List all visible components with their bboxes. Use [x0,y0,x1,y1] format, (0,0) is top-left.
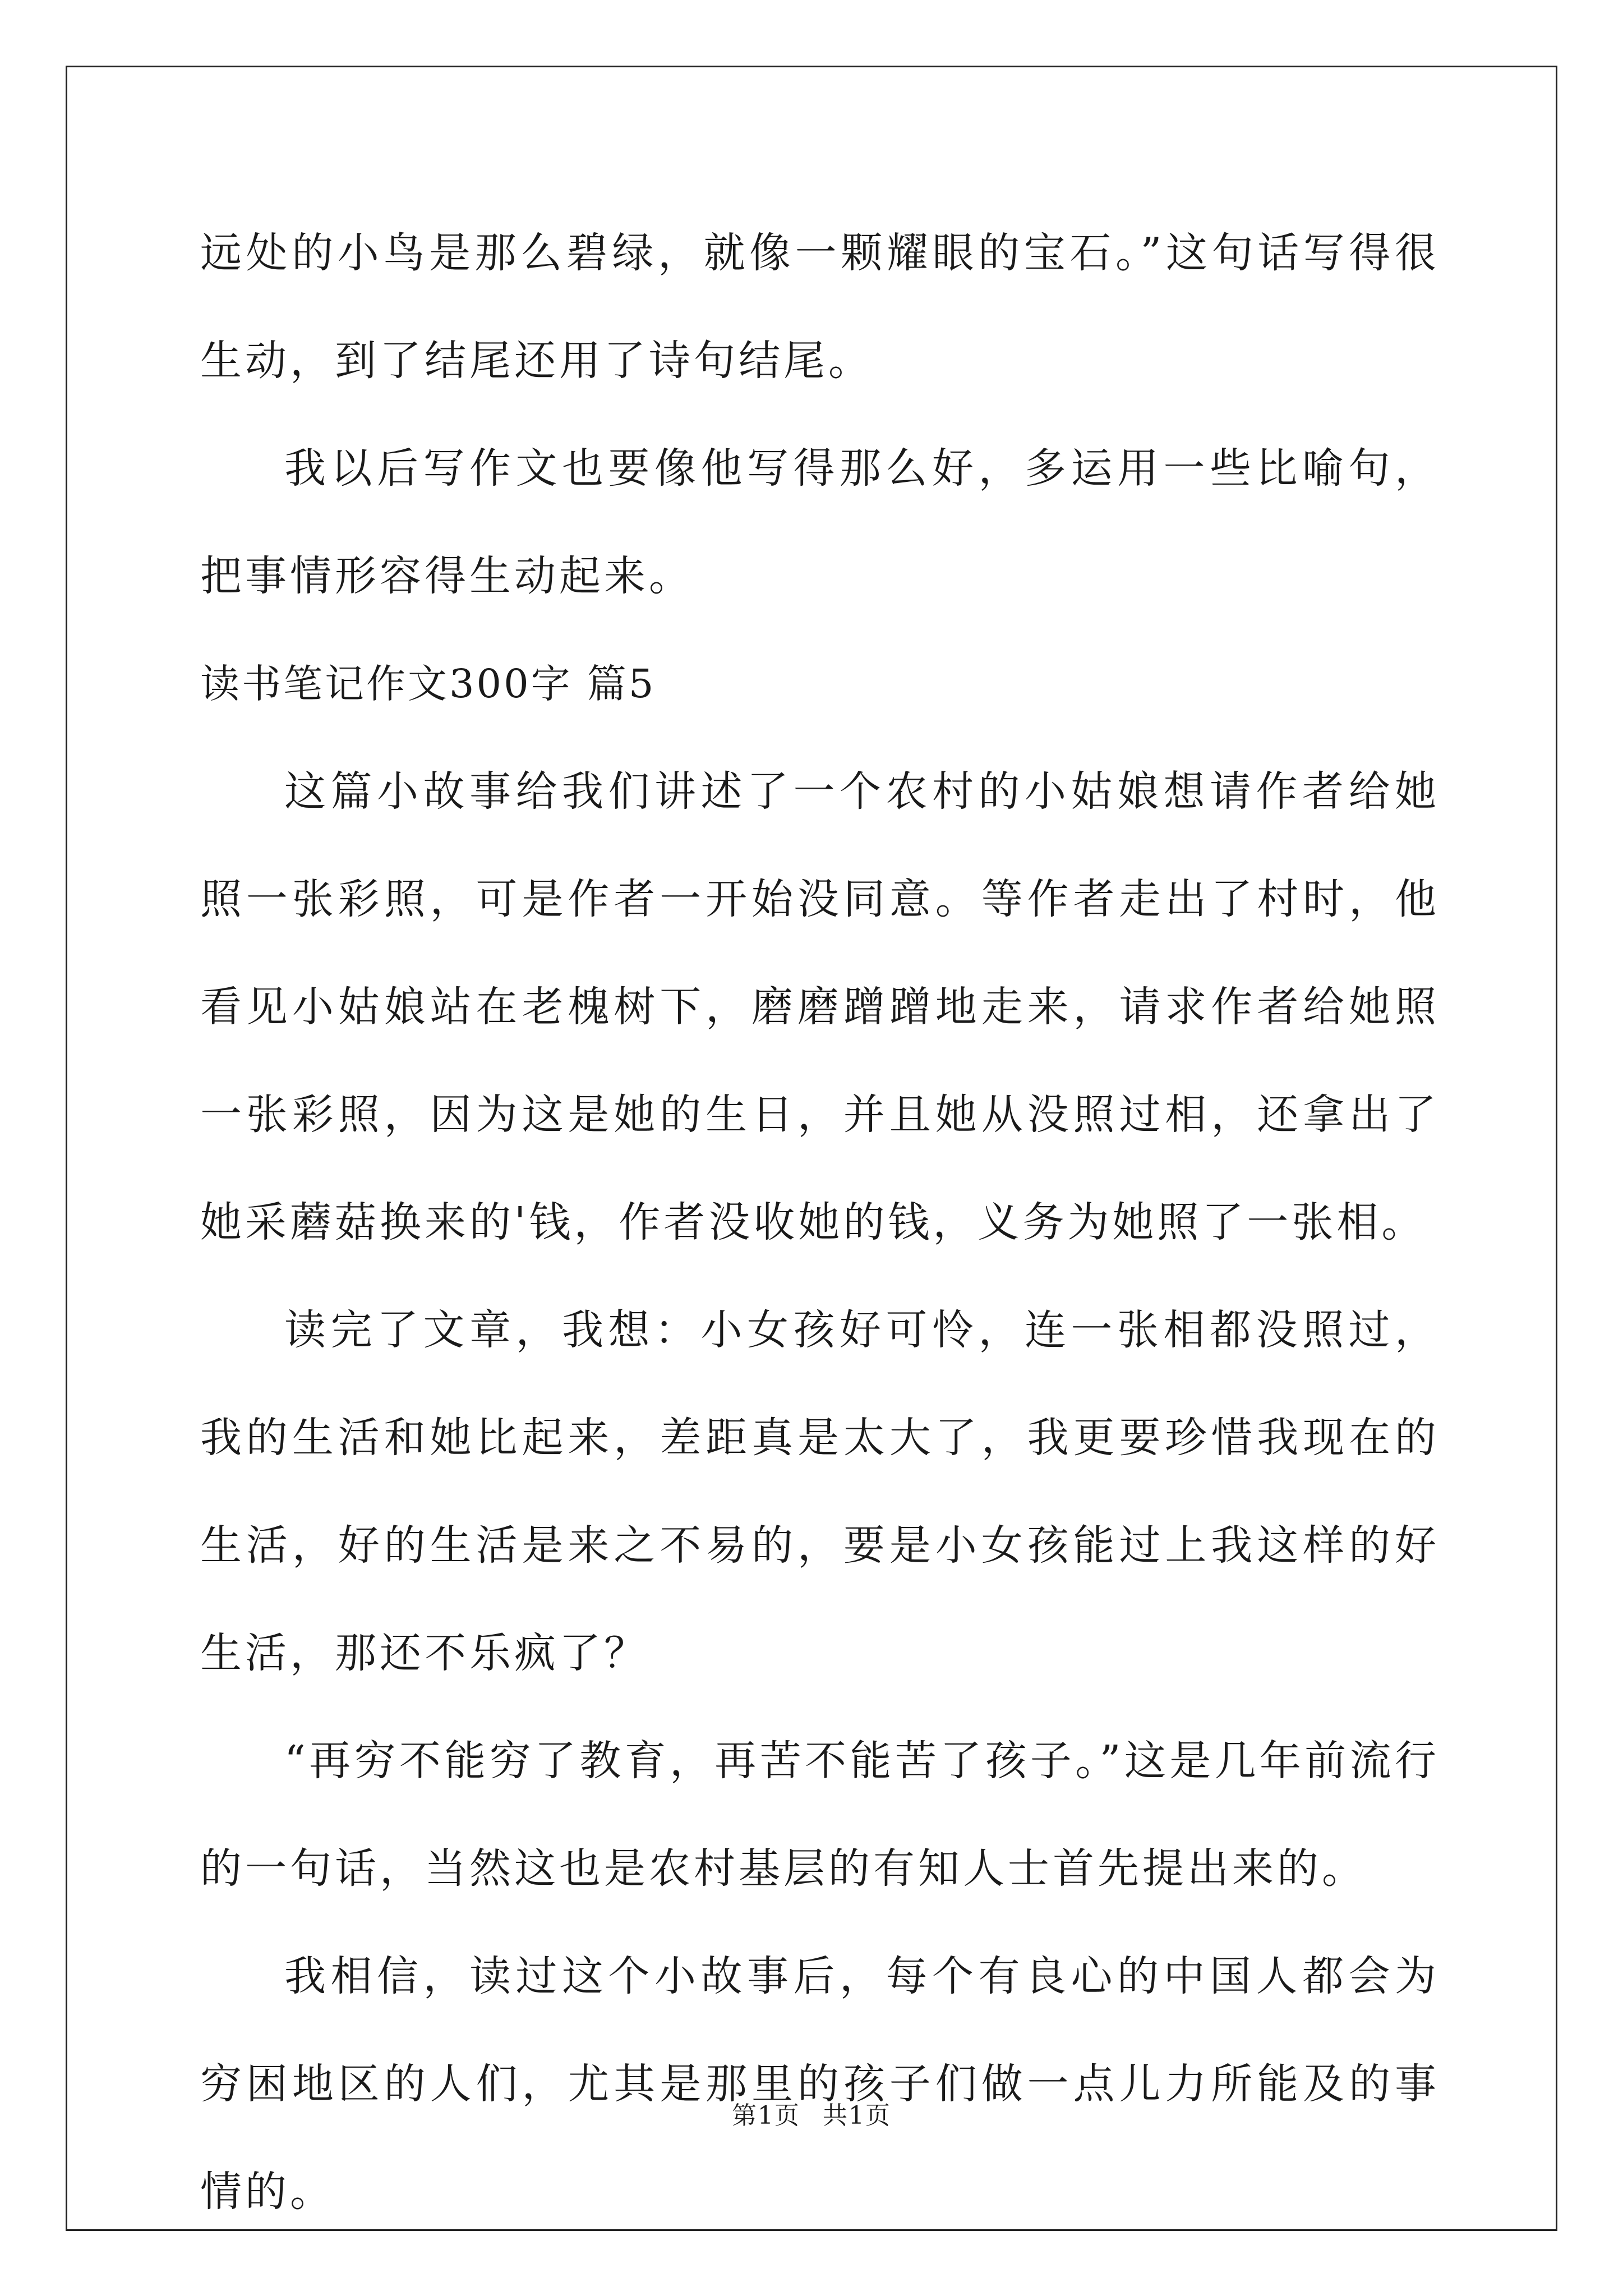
page-number: 第1页 [732,2101,800,2130]
section-heading: 读书笔记作文300字 篇5 [200,661,656,707]
section-paragraph-4: 我相信，读过这个小故事后，每个有良心的中国人都会为穷困地区的人们，尤其是那里的孩子们做一点儿力所能及的事情的。 [200,1952,1440,2216]
section-paragraph-3: “再穷不能穷了教育，再苦不能苦了孩子。”这是几年前流行的一句话，当然这也是农村基层的有知人士首先提出来的。 [200,1737,1440,1893]
section-paragraph-2: 读完了文章，我想：小女孩好可怜，连一张相都没照过，我的生活和她比起来，差距真是太大了，我更要珍惜我现在的生活，好的生活是来之不易的，要是小女孩能过上我这样的好生活，那还不乐疯了？ [200,1306,1440,1677]
document-body [200,199,1440,2246]
paragraph-2: 我以后写作文也要像他写得那么好，多运用一些比喻句，把事情形容得生动起来。 [200,444,1440,600]
section-paragraph-1: 这篇小故事给我们讲述了一个农村的小姑娘想请作者给她照一张彩照，可是作者一开始没同意。等作者走出了村时，他看见小姑娘站在老槐树下，磨磨蹭蹭地走来，请求作者给她照一张彩照，因为这是她的生日，并且她从没照过相，还拿出了她采蘑菇换来的'钱，作者没收她的钱，义务为她照了一张相。 [200,767,1440,1246]
page-footer [0,2095,1623,2131]
paragraph-1: 远处的小鸟是那么碧绿，就像一颗耀眼的宝石。”这句话写得很生动，到了结尾还用了诗句结尾。 [200,229,1440,385]
page-total: 共1页 [823,2101,891,2130]
